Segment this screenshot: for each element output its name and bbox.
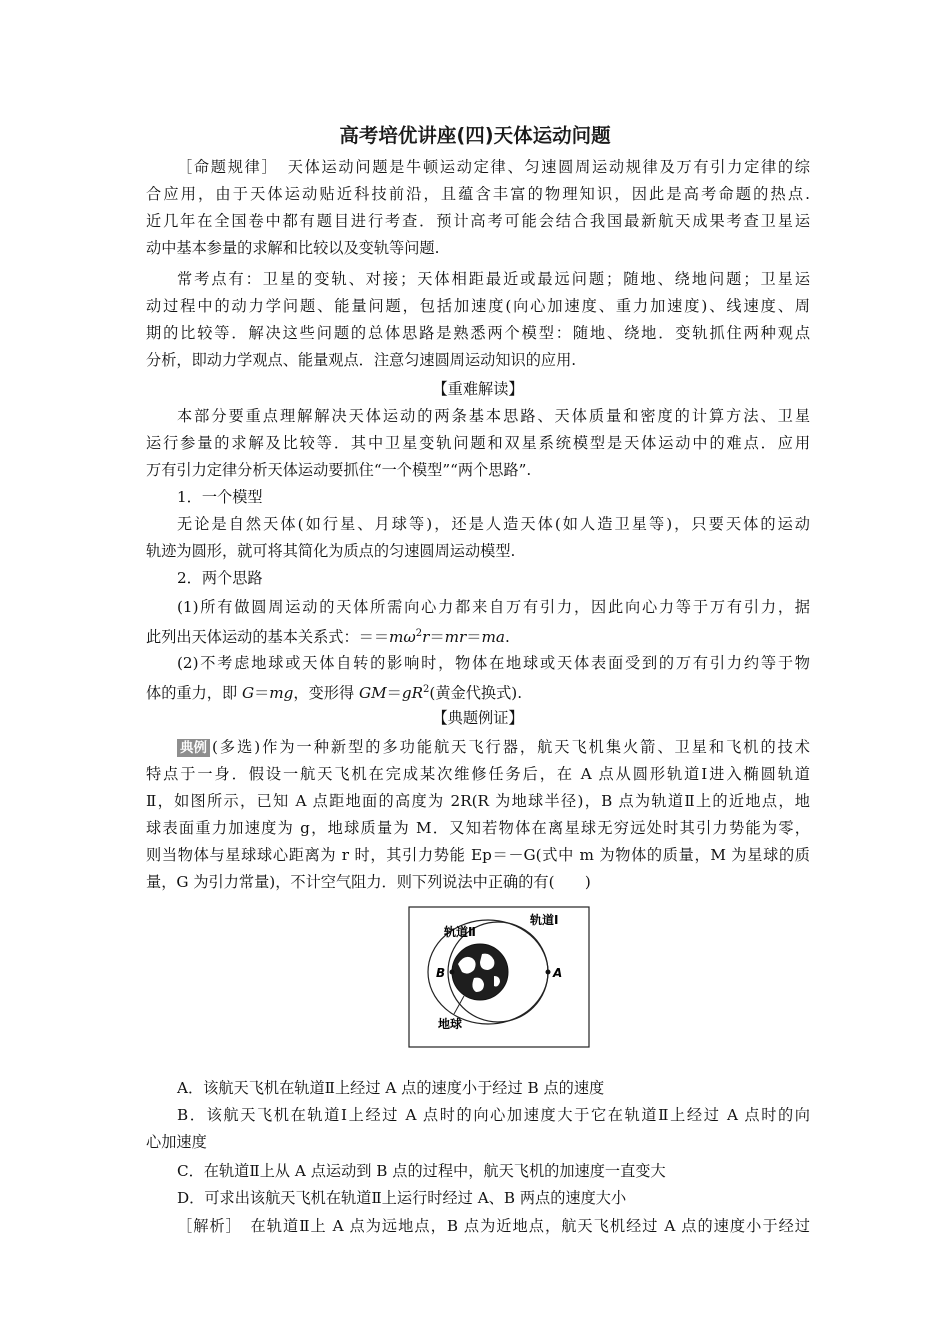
option-c: C．在轨道Ⅱ上从 A 点运动到 B 点的过程中，航天飞机的加速度一直变大 [177, 1162, 666, 1180]
section-heading-example: 【典题例证】 [432, 709, 524, 727]
point-a-marker [546, 970, 551, 975]
page-title: 高考培优讲座(四)天体运动问题 [339, 124, 611, 147]
earth-label: 地球 [438, 1017, 463, 1031]
point-b-marker [450, 970, 455, 975]
orbit-i-label: 轨道Ⅰ [530, 913, 559, 927]
example-line-6: 量，G 为引力常量)，不计空气阻力．则下列说法中正确的有( ) [146, 873, 591, 891]
option-b-line-1: B．该航天飞机在轨道Ⅰ上经过 A 点时的向心加速度大于它在轨道Ⅱ上经过 A 点时的向 [177, 1106, 810, 1124]
ideas-p1-line-1: (1)所有做圆周运动的天体所需向心力都来自万有引力，因此向心力等于万有引力，据 [177, 598, 810, 616]
solution-line-1: ［解析］ 在轨道Ⅱ上 A 点为远地点，B 点为近地点，航天飞机经过 A 点的速度小于经过 [177, 1217, 810, 1235]
example-tag: 典例 [177, 739, 210, 757]
ideas-p1-line-2: 此列出天体运动的基本关系式：$==m\omega^2r=mr=ma$. [146, 628, 510, 647]
example-line-5: 则当物体与星球球心距离为 r 时，其引力势能 Ep＝－G(式中 m 为物体的质量，M 为星球的质 [146, 846, 810, 864]
example-line-1: 典例 (多选)作为一种新型的多功能航天飞行器，航天飞机集火箭、卫星和飞机的技术 [177, 736, 810, 758]
intro-line-1: ［命题规律］ 天体运动问题是牛顿运动定律、匀速圆周运动规律及万有引力定律的综 [177, 158, 810, 176]
orbit-diagram [408, 906, 590, 1048]
ideas-p2-line-2: 体的重力，即 G＝mg，变形得 $GM=gR^2$(黄金代换式). [146, 684, 523, 703]
points-line-1: 常考点有：卫星的变轨、对接；天体相距最近或最远问题；随地、绕地问题；卫星运 [177, 270, 810, 288]
ideas-p2-line-1: (2)不考虑地球或天体自转的影响时，物体在地球或天体表面受到的万有引力约等于物 [177, 654, 810, 672]
orbit-ii-label: 轨道Ⅱ [444, 925, 476, 939]
analysis-line-2: 运行参量的求解及比较等．其中卫星变轨问题和双星系统模型是天体运动中的难点．应用 [146, 434, 810, 452]
points-line-3: 期的比较等．解决这些问题的总体思路是熟悉两个模型：随地、绕地．变轨抓住两种观点 [146, 324, 810, 342]
option-a: A．该航天飞机在轨道Ⅱ上经过 A 点的速度小于经过 B 点的速度 [177, 1079, 605, 1097]
intro-line-3: 近几年在全国卷中都有题目进行考查．预计高考可能会结合我国最新航天成果考查卫星运 [146, 212, 810, 230]
analysis-line-3: 万有引力定律分析天体运动要抓住“一个模型”“两个思路”. [146, 461, 532, 479]
intro-line-4: 动中基本参量的求解和比较以及变轨等问题. [146, 239, 440, 257]
intro-line-2: 合应用，由于天体运动贴近科技前沿，且蕴含丰富的物理知识，因此是高考命题的热点. [146, 185, 810, 203]
point-b-label: B [436, 966, 446, 980]
orbit-figure [408, 906, 590, 1048]
analysis-line-1: 本部分要重点理解解决天体运动的两条基本思路、天体质量和密度的计算方法、卫星 [177, 407, 810, 425]
model-line-2: 轨迹为圆形，就可将其简化为质点的匀速圆周运动模型. [146, 542, 516, 560]
model-heading: 1．一个模型 [177, 488, 263, 506]
points-line-4: 分析，即动力学观点、能量观点．注意匀速圆周运动知识的应用. [146, 351, 577, 369]
ideas-heading: 2．两个思路 [177, 569, 263, 587]
example-line-2: 特点于一身．假设一航天飞机在完成某次维修任务后，在 A 点从圆形轨道Ⅰ进入椭圆轨道 [146, 765, 810, 783]
example-line-4: 球表面重力加速度为 g，地球质量为 M．又知若物体在离星球无穷远处时其引力势能为零， [146, 819, 810, 837]
earth-globe [452, 944, 508, 1000]
option-b-line-2: 心加速度 [146, 1133, 207, 1151]
section-heading-difficulty: 【重难解读】 [432, 380, 524, 398]
option-d: D．可求出该航天飞机在轨道Ⅱ上运行时经过 A、B 两点的速度大小 [177, 1189, 627, 1207]
points-line-2: 动过程中的动力学问题、能量问题，包括加速度(向心加速度、重力加速度)、线速度、周 [146, 297, 810, 315]
model-line-1: 无论是自然天体(如行星、月球等)，还是人造天体(如人造卫星等)，只要天体的运动 [177, 515, 810, 533]
example-line-3: Ⅱ，如图所示，已知 A 点距地面的高度为 2R(R 为地球半径)，B 点为轨道Ⅱ上的近地点，地 [146, 792, 810, 810]
point-a-label: A [553, 966, 563, 980]
